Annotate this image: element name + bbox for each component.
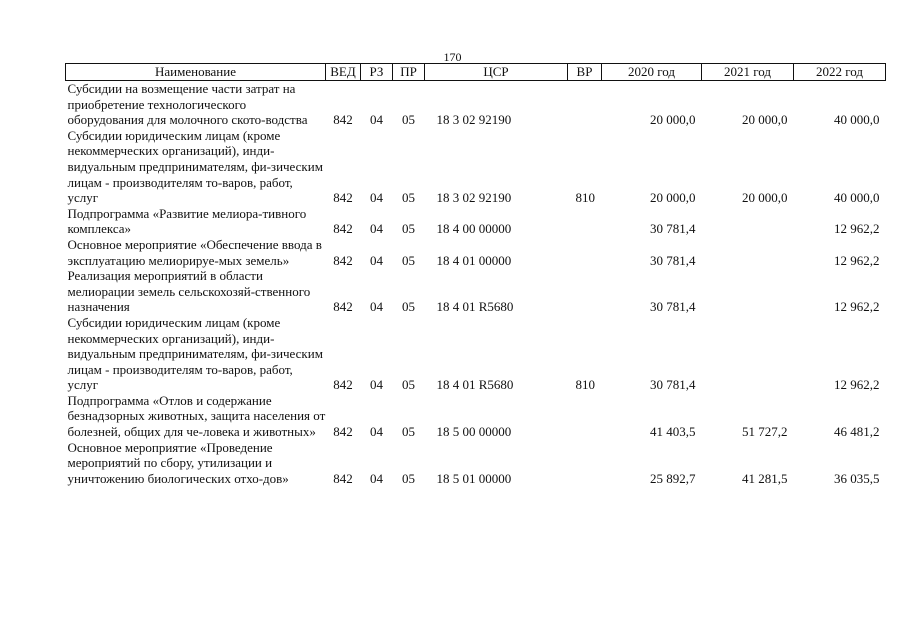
table-row bbox=[66, 440, 886, 487]
table-row bbox=[66, 315, 886, 393]
table-row bbox=[66, 237, 886, 268]
table-header-row bbox=[66, 64, 886, 81]
cell-csr: 18 4 01 00000 bbox=[436, 252, 512, 268]
cell-csr: 18 5 01 00000 bbox=[436, 470, 512, 486]
cell-2022: 12 962,2 bbox=[834, 252, 880, 268]
cell-2020: 30 781,4 bbox=[650, 299, 696, 315]
header-pr: ПР bbox=[393, 64, 425, 81]
cell-vr: 810 bbox=[575, 377, 595, 393]
cell-ved: 842 bbox=[333, 299, 353, 315]
cell-2021 bbox=[702, 237, 794, 268]
table-row bbox=[66, 81, 886, 128]
header-2020: 2020 год bbox=[602, 64, 702, 81]
cell-2021 bbox=[702, 315, 794, 393]
table-row bbox=[66, 206, 886, 237]
cell-2020: 20 000,0 bbox=[650, 190, 696, 206]
cell-2021 bbox=[702, 268, 794, 315]
cell-2022: 40 000,0 bbox=[834, 190, 880, 206]
cell-2021: 41 281,5 bbox=[742, 470, 788, 486]
cell-pr: 05 bbox=[402, 252, 415, 268]
cell-rz: 04 bbox=[370, 190, 383, 206]
cell-pr: 05 bbox=[402, 424, 415, 440]
cell-pr: 05 bbox=[402, 190, 415, 206]
table-row bbox=[66, 128, 886, 206]
cell-vr bbox=[568, 440, 602, 487]
cell-2022: 40 000,0 bbox=[834, 112, 880, 128]
cell-csr: 18 3 02 92190 bbox=[436, 112, 512, 128]
cell-vr bbox=[568, 268, 602, 315]
cell-2021: 20 000,0 bbox=[742, 112, 788, 128]
cell-pr: 05 bbox=[402, 112, 415, 128]
cell-csr: 18 4 01 R5680 bbox=[436, 299, 514, 315]
header-ved: ВЕД bbox=[326, 64, 361, 81]
cell-rz: 04 bbox=[370, 221, 383, 237]
cell-name: Подпрограмма «Отлов и содержание безнадзорных животных, защита населения от болезней, общих для че-ловека и животных» bbox=[67, 392, 326, 440]
cell-ved: 842 bbox=[333, 377, 353, 393]
cell-2020: 30 781,4 bbox=[650, 377, 696, 393]
cell-pr: 05 bbox=[402, 377, 415, 393]
cell-ved: 842 bbox=[333, 112, 353, 128]
cell-2022: 36 035,5 bbox=[834, 470, 880, 486]
cell-2021 bbox=[702, 206, 794, 237]
budget-table bbox=[65, 63, 886, 486]
table-row bbox=[66, 268, 886, 315]
cell-rz: 04 bbox=[370, 252, 383, 268]
cell-vr bbox=[568, 393, 602, 440]
cell-name: Субсидии юридическим лицам (кроме некоммерческих организаций), инди-видуальным предпринимателям, фи-зическим лицам - производителям то-варов, работ, услуг bbox=[67, 314, 323, 393]
table-body bbox=[66, 81, 886, 487]
cell-2022: 12 962,2 bbox=[834, 377, 880, 393]
cell-ved: 842 bbox=[333, 221, 353, 237]
cell-2020: 30 781,4 bbox=[650, 252, 696, 268]
header-rz: РЗ bbox=[361, 64, 393, 81]
cell-ved: 842 bbox=[333, 190, 353, 206]
header-csr: ЦСР bbox=[425, 64, 568, 81]
cell-vr: 810 bbox=[575, 190, 595, 206]
header-name: Наименование bbox=[66, 64, 326, 81]
cell-vr bbox=[568, 81, 602, 128]
cell-vr bbox=[568, 237, 602, 268]
cell-pr: 05 bbox=[402, 470, 415, 486]
cell-name: Основное мероприятие «Обеспечение ввода в эксплуатацию мелиорируе-мых земель» bbox=[67, 236, 322, 268]
cell-ved: 842 bbox=[333, 252, 353, 268]
cell-rz: 04 bbox=[370, 377, 383, 393]
cell-2020: 20 000,0 bbox=[650, 112, 696, 128]
header-vr: ВР bbox=[568, 64, 602, 81]
cell-2020: 25 892,7 bbox=[650, 470, 696, 486]
cell-csr: 18 4 00 00000 bbox=[436, 221, 512, 237]
cell-csr: 18 5 00 00000 bbox=[436, 424, 512, 440]
cell-rz: 04 bbox=[370, 470, 383, 486]
cell-2022: 46 481,2 bbox=[834, 424, 880, 440]
cell-pr: 05 bbox=[402, 299, 415, 315]
cell-ved: 842 bbox=[333, 470, 353, 486]
cell-2022: 12 962,2 bbox=[834, 299, 880, 315]
table-row bbox=[66, 393, 886, 440]
cell-vr bbox=[568, 206, 602, 237]
cell-name: Реализация мероприятий в области мелиорации земель сельскохозяй-ственного назначения bbox=[67, 268, 311, 315]
cell-2020: 41 403,5 bbox=[650, 424, 696, 440]
cell-csr: 18 3 02 92190 bbox=[436, 190, 512, 206]
page-number: 170 bbox=[443, 50, 462, 64]
cell-name: Основное мероприятие «Проведение мероприятий по сбору, утилизации и уничтожению биологических отхо-дов» bbox=[67, 439, 289, 486]
cell-pr: 05 bbox=[402, 221, 415, 237]
cell-2021: 51 727,2 bbox=[742, 424, 788, 440]
cell-2022: 12 962,2 bbox=[834, 221, 880, 237]
cell-csr: 18 4 01 R5680 bbox=[436, 377, 514, 393]
cell-2020: 30 781,4 bbox=[650, 221, 696, 237]
cell-ved: 842 bbox=[333, 424, 353, 440]
cell-rz: 04 bbox=[370, 299, 383, 315]
cell-name: Субсидии на возмещение части затрат на приобретение технологического оборудования для молочного ското-водства bbox=[67, 81, 308, 128]
cell-rz: 04 bbox=[370, 424, 383, 440]
cell-name: Субсидии юридическим лицам (кроме некоммерческих организаций), инди-видуальным предпринимателям, фи-зическим лицам - производителям то-варов, работ, услуг bbox=[67, 127, 323, 206]
cell-name: Подпрограмма «Развитие мелиора-тивного комплекса» bbox=[67, 205, 307, 237]
header-2022: 2022 год bbox=[794, 64, 886, 81]
header-2021: 2021 год bbox=[702, 64, 794, 81]
cell-rz: 04 bbox=[370, 112, 383, 128]
cell-2021: 20 000,0 bbox=[742, 190, 788, 206]
